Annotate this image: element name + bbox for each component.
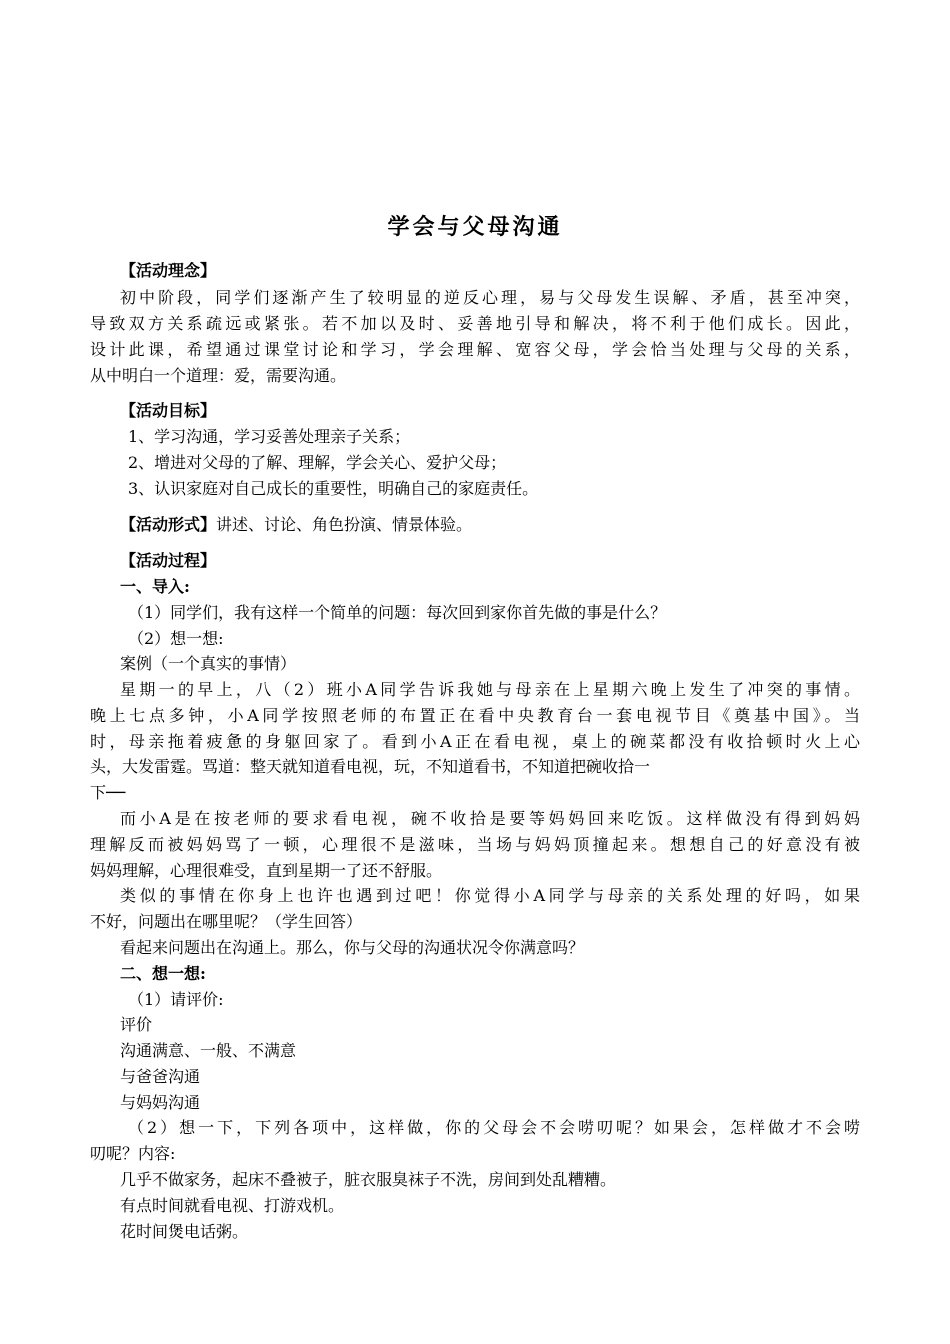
process-heading: 【活动过程】 xyxy=(120,551,217,570)
think-question-line: （2）想一下，下列各项中，这样做，你的父母会不会唠叨呢？如果会，怎样做才不会唠 xyxy=(128,1118,860,1137)
goal-item: 3、认识家庭对自己成长的重要性，明确自己的家庭责任。 xyxy=(128,479,539,498)
list-item: 花时间煲电话粥。 xyxy=(120,1222,249,1241)
philosophy-line: 设计此课，希望通过课堂讨论和学习，学会理解、宽容父母，学会恰当处理与父母的关系， xyxy=(90,340,860,359)
form-row xyxy=(120,512,860,537)
philosophy-heading: 【活动理念】 xyxy=(120,261,217,280)
evaluate-question: （1）请评价: xyxy=(128,990,224,1009)
case-paragraph-line: 头，大发雷霆。骂道：整天就知道看电视，玩，不知道看书，不知道把碗收拾一 xyxy=(90,757,651,776)
think-question-line: 叨呢？内容: xyxy=(90,1144,176,1163)
form-text: 讲述、讨论、角色扮演、情景体验。 xyxy=(216,515,473,534)
case-paragraph-line: 晚上七点多钟，小A同学按照老师的布置正在看中央教育台一套电视节目《奠基中国》。当 xyxy=(90,706,860,725)
discussion-line: 不好，问题出在哪里呢？（学生回答） xyxy=(90,912,363,931)
philosophy-line: 初中阶段，同学们逐渐产生了较明显的逆反心理，易与父母发生误解、矛盾，甚至冲突， xyxy=(120,288,860,307)
discussion-line: 看起来问题出在沟通上。那么，你与父母的沟通状况令你满意吗？ xyxy=(120,938,585,957)
case-paragraph-line: 星期一的早上，八（2）班小A同学告诉我她与母亲在上星期六晚上发生了冲突的事情。 xyxy=(120,680,860,699)
eval-dad: 与爸爸沟通 xyxy=(120,1067,201,1086)
section-heading: 二、想一想: xyxy=(120,964,206,983)
philosophy-line: 导致双方关系疏远或紧张。若不加以及时、妥善地引导和解决，将不利于他们成长。因此， xyxy=(90,314,860,333)
case-paragraph-line: 妈妈理解，心理很难受，直到星期一了还不舒服。 xyxy=(90,861,443,880)
question-2: （2）想一想: xyxy=(128,629,224,648)
list-item: 有点时间就看电视、打游戏机。 xyxy=(120,1196,345,1215)
case-paragraph-line: 而小A是在按老师的要求看电视，碗不收拾是要等妈妈回来吃饭。这样做没有得到妈妈 xyxy=(120,809,860,828)
case-title: 案例（一个真实的事情） xyxy=(120,654,297,673)
goal-item: 2、增进对父母的了解、理解，学会关心、爱护父母； xyxy=(128,453,507,472)
case-paragraph-line: 时，母亲拖着疲惫的身躯回家了。看到小A正在看电视，桌上的碗菜都没有收拾顿时火上心 xyxy=(90,732,860,751)
philosophy-line: 从中明白一个道理：爱，需要沟通。 xyxy=(90,366,347,385)
question-1: （1）同学们，我有这样一个简单的问题：每次回到家你首先做的事是什么？ xyxy=(128,603,667,622)
list-item: 几乎不做家务，起床不叠被子，脏衣服臭袜子不洗，房间到处乱糟糟。 xyxy=(120,1170,617,1189)
case-paragraph-line: 下── xyxy=(90,783,126,802)
eval-mom: 与妈妈沟通 xyxy=(120,1093,201,1112)
document-title: 学会与父母沟通 xyxy=(387,214,563,240)
form-heading: 【活动形式】 xyxy=(120,515,217,534)
goals-heading: 【活动目标】 xyxy=(120,401,217,420)
eval-label: 评价 xyxy=(120,1015,153,1034)
discussion-line: 类似的事情在你身上也许也遇到过吧！你觉得小A同学与母亲的关系处理的好吗，如果 xyxy=(120,886,860,905)
goal-item: 1、学习沟通，学习妥善处理亲子关系； xyxy=(128,427,411,446)
case-paragraph-line: 理解反而被妈妈骂了一顿，心理很不是滋味，当场与妈妈顶撞起来。想想自己的好意没有被 xyxy=(90,835,860,854)
eval-options: 沟通满意、一般、不满意 xyxy=(120,1041,297,1060)
section-heading: 一、导入: xyxy=(120,577,190,596)
